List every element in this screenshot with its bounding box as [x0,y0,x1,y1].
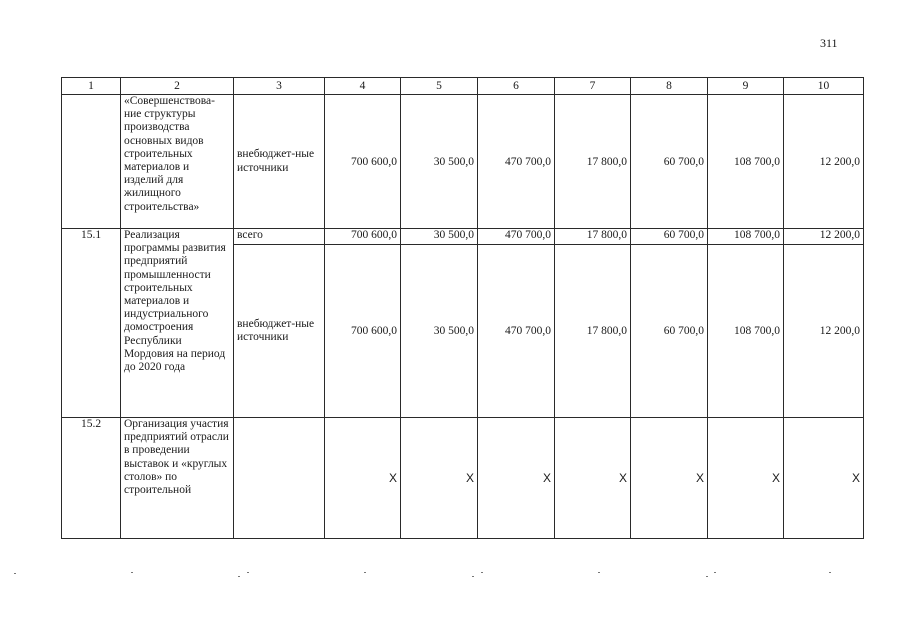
value-cell: 60 700,0 [631,245,708,418]
value-cell: 700 600,0 [325,245,401,418]
scan-dot [14,573,16,574]
value-cell: 30 500,0 [401,95,478,229]
value-cell: Х [325,418,401,539]
value-cell: 60 700,0 [631,229,708,245]
scan-dot [472,576,474,577]
column-header: 6 [478,78,555,95]
scan-dot [829,572,831,573]
value-cell: Х [784,418,864,539]
row-name: Реализация программы развития предприятий промышленности строительных материалов и индустриального домостроения Республики Мордовия на период до 2020 года [121,229,234,418]
column-header: 9 [708,78,784,95]
value-cell: 17 800,0 [555,245,631,418]
value-cell: 60 700,0 [631,95,708,229]
column-header: 5 [401,78,478,95]
value-cell: 470 700,0 [478,95,555,229]
value-cell: 17 800,0 [555,95,631,229]
table-row [62,229,864,245]
table-row [62,95,864,229]
value-cell: Х [478,418,555,539]
scan-dot [706,576,708,577]
header-row [62,78,864,95]
value-cell: 108 700,0 [708,95,784,229]
value-cell: 470 700,0 [478,245,555,418]
value-cell: 108 700,0 [708,229,784,245]
column-header: 7 [555,78,631,95]
value-cell: Х [555,418,631,539]
scan-dot [481,572,483,573]
value-cell: 470 700,0 [478,229,555,245]
column-header: 8 [631,78,708,95]
value-cell: 30 500,0 [401,245,478,418]
funding-source: всего [234,229,325,245]
scan-dot [131,572,133,573]
column-header: 3 [234,78,325,95]
row-code: 15.2 [62,418,121,539]
row-code [62,95,121,229]
scan-dot [714,572,716,573]
value-cell: 108 700,0 [708,245,784,418]
value-cell: 12 200,0 [784,95,864,229]
budget-table [61,77,864,539]
table-row [62,418,864,539]
scan-dot [238,576,240,577]
column-header: 1 [62,78,121,95]
row-code: 15.1 [62,229,121,418]
row-name: «Совершенствова-ние структуры производства основных видов строительных материалов и изделий для жилищного строительства» [121,95,234,229]
funding-source: внебюджет-ные источники [234,245,325,418]
value-cell: Х [631,418,708,539]
column-header: 2 [121,78,234,95]
funding-source [234,418,325,539]
value-cell: 700 600,0 [325,95,401,229]
column-header: 10 [784,78,864,95]
row-name: Организация участия предприятий отрасли в проведении выставок и «круглых столов» по строительной [121,418,234,539]
page-number: 311 [820,36,838,50]
value-cell: 30 500,0 [401,229,478,245]
scan-artifacts [0,560,905,590]
column-header: 4 [325,78,401,95]
value-cell: 17 800,0 [555,229,631,245]
value-cell: 12 200,0 [784,229,864,245]
scan-dot [247,572,249,573]
scan-dot [364,572,366,573]
value-cell: 12 200,0 [784,245,864,418]
funding-source: внебюджет-ные источники [234,95,325,229]
scan-dot [598,572,600,573]
value-cell: Х [401,418,478,539]
value-cell: 700 600,0 [325,229,401,245]
value-cell: Х [708,418,784,539]
